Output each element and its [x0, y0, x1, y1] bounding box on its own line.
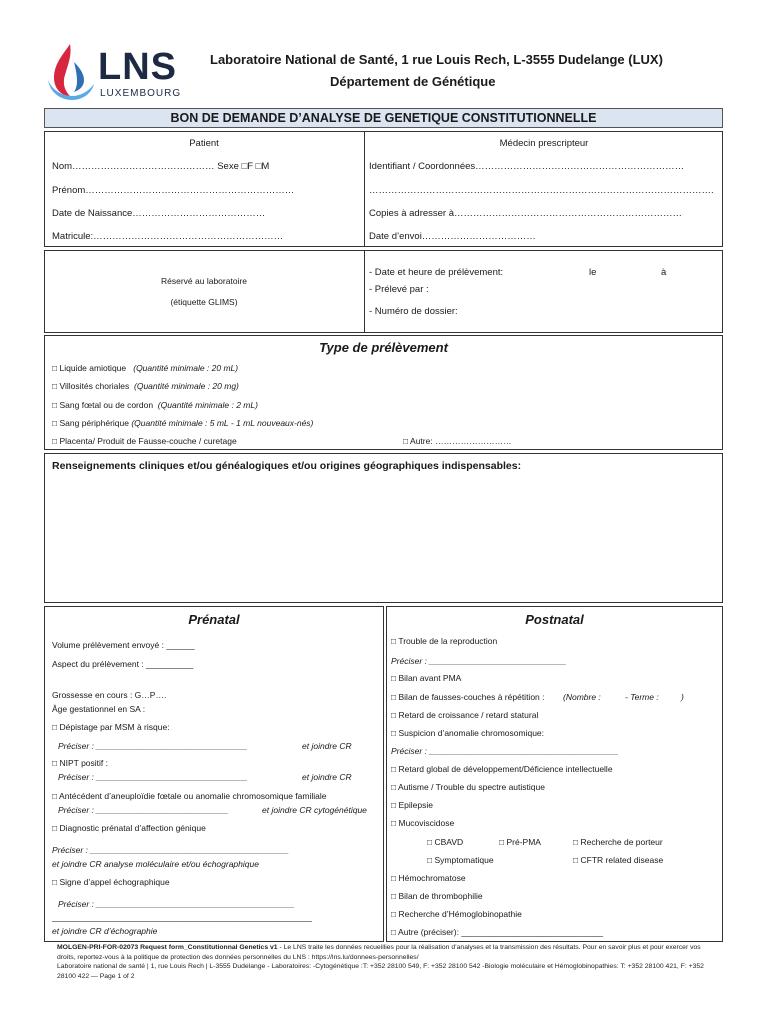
- department-name: Département de Génétique: [330, 74, 496, 89]
- renseignements-heading: Renseignements cliniques et/ou généalogiques et/ou origines géographiques indispensables:: [52, 460, 522, 472]
- signe-checkbox[interactable]: □ Signe d’appel échographique: [52, 877, 170, 887]
- hemochromatose-checkbox[interactable]: □ Hémochromatose: [391, 873, 466, 883]
- medecin-envoi-field[interactable]: Date d’envoi………………………………: [369, 231, 536, 242]
- cbavd-checkbox[interactable]: □ CBAVD: [427, 837, 464, 847]
- aneuploidie-checkbox[interactable]: □ Antécédent d’aneuploïdie fœtale ou anomalie chromosomique familiale: [52, 791, 327, 801]
- suspicion-preciser-field[interactable]: Préciser : ________________________________________: [391, 746, 619, 756]
- footer: [57, 943, 717, 981]
- footer-privacy-text: - Le LNS traite les données recueillies pour la réalisation d’analyses et la transmission des résultats. Pour en savoir plus et pour exercer vos droits, reportez-vous à la politique de protection des données personnelles du LNS : https://lns.lu/donnees-personnelles/: [57, 944, 701, 961]
- footer-form-ref: MOLGEN-PRI-FOR-02073 Request form_Constitutionnal Genetics v1: [57, 944, 278, 951]
- fausses-couches-checkbox[interactable]: □ Bilan de fausses-couches à répétition :: [391, 692, 545, 702]
- postnatal-heading: Postnatal: [525, 612, 584, 627]
- type-item-liquide[interactable]: □ Liquide amiotique (Quantité minimale : 20 mL): [52, 363, 239, 373]
- aneuploidie-preciser-field[interactable]: Préciser : ____________________________: [58, 805, 229, 815]
- form-title: BON DE DEMANDE D’ANALYSE DE GENETIQUE CONSTITUTIONNELLE: [44, 108, 723, 128]
- pre-pma-checkbox[interactable]: □ Pré-PMA: [499, 837, 541, 847]
- age-gestationnel-field[interactable]: Âge gestationnel en SA :: [52, 704, 146, 714]
- patient-nom-field[interactable]: Nom……………………………………… Sexe □F □M: [52, 161, 270, 172]
- patient-prenom-field[interactable]: Prénom…………………………………………………………: [52, 185, 295, 196]
- mucoviscidose-checkbox[interactable]: □ Mucoviscidose: [391, 818, 455, 828]
- medecin-copies-field[interactable]: Copies à adresser à………………………………………………………………: [369, 208, 683, 219]
- type-item-placenta[interactable]: □ Placenta/ Produit de Fausse-couche / curetage: [52, 436, 237, 446]
- type-item-sang-foetal[interactable]: □ Sang fœtal ou de cordon (Quantité minimale : 2 mL): [52, 400, 258, 410]
- aneuploidie-joindre-label: et joindre CR cytogénétique: [262, 805, 367, 815]
- fausses-nombre-field[interactable]: (Nombre :: [563, 692, 601, 702]
- grossesse-field[interactable]: Grossesse en cours : G…P….: [52, 690, 167, 700]
- medecin-dots-field[interactable]: ……………………………………………………………………………………………….: [369, 185, 714, 196]
- nipt-joindre-label: et joindre CR: [302, 772, 352, 782]
- retard-croissance-checkbox[interactable]: □ Retard de croissance / retard statural: [391, 710, 539, 720]
- footer-lab-contact: Laboratoire national de santé | 1, rue Louis Rech | L-3555 Dudelange - Laboratoires: -Cytogénétique :T: +352 28100 549, F: +352 28100 542 -Biologie moléculaire et Hémoglobinopathies: T: +352 28100 421, F: +352 28100 422 — Page 1 of 2: [57, 963, 704, 980]
- bilan-pma-checkbox[interactable]: □ Bilan avant PMA: [391, 673, 462, 683]
- diagnostic-joindre-label: et joindre CR analyse moléculaire et/ou échographique: [52, 859, 259, 869]
- fausses-close-label: ): [681, 692, 684, 702]
- recherche-porteur-checkbox[interactable]: □ Recherche de porteur: [573, 837, 663, 847]
- fausses-terme-field[interactable]: - Terme :: [625, 692, 659, 702]
- type-item-autre[interactable]: □ Autre: ………………………: [403, 436, 512, 446]
- signe-line-field[interactable]: _______________________________________________________: [52, 912, 313, 922]
- lab-address: Laboratoire National de Santé, 1 rue Louis Rech, L-3555 Dudelange (LUX): [210, 52, 663, 67]
- hemoglobinopathie-checkbox[interactable]: □ Recherche d’Hémoglobinopathie: [391, 909, 522, 919]
- patient-matricule-field[interactable]: Matricule:……………………………………………………: [52, 231, 284, 242]
- prelevement-le-label: le: [589, 267, 597, 278]
- trouble-reproduction-checkbox[interactable]: □ Trouble de la reproduction: [391, 636, 498, 646]
- nipt-checkbox[interactable]: □ NIPT positif :: [52, 758, 108, 768]
- logo-wordmark: LNS: [98, 46, 177, 88]
- suspicion-checkbox[interactable]: □ Suspicion d’anomalie chromosomique:: [391, 728, 545, 738]
- glims-label: (étiquette GLIMS): [170, 297, 238, 307]
- msm-checkbox[interactable]: □ Dépistage par MSM à risque:: [52, 722, 170, 732]
- prenatal-heading: Prénatal: [188, 612, 240, 627]
- patient-naissance-field[interactable]: Date de Naissance……………………………………: [52, 208, 266, 219]
- type-item-villosites[interactable]: □ Villosités choriales (Quantité minimale : 20 mg): [52, 381, 239, 391]
- volume-field[interactable]: Volume prélèvement envoyé : ______: [52, 640, 195, 650]
- prelevement-date-field[interactable]: - Date et heure de prélèvement:: [369, 267, 504, 278]
- autre-postnatal-field[interactable]: □ Autre (préciser): ______________________________: [391, 927, 604, 937]
- autisme-checkbox[interactable]: □ Autisme / Trouble du spectre autistique: [391, 782, 545, 792]
- lns-logo-icon: [44, 42, 96, 107]
- msm-preciser-field[interactable]: Préciser : ________________________________: [58, 741, 248, 751]
- medecin-identifiant-field[interactable]: Identifiant / Coordonnées…………………………………………………………: [369, 161, 685, 172]
- signe-preciser-field[interactable]: Préciser : __________________________________________: [58, 899, 295, 909]
- patient-heading: Patient: [189, 138, 219, 149]
- symptomatique-checkbox[interactable]: □ Symptomatique: [427, 855, 494, 865]
- trouble-preciser-field[interactable]: Préciser : _____________________________: [391, 656, 567, 666]
- type-prelevement-heading: Type de prélèvement: [319, 340, 448, 355]
- reserve-label: Réservé au laboratoire: [161, 276, 247, 286]
- retard-global-checkbox[interactable]: □ Retard global de développement/Déficience intellectuelle: [391, 764, 613, 774]
- epilepsie-checkbox[interactable]: □ Epilepsie: [391, 800, 433, 810]
- cftr-checkbox[interactable]: □ CFTR related disease: [573, 855, 664, 865]
- diagnostic-preciser-field[interactable]: Préciser : __________________________________________: [52, 845, 289, 855]
- msm-joindre-label: et joindre CR: [302, 741, 352, 751]
- numero-dossier-field[interactable]: - Numéro de dossier:: [369, 306, 458, 317]
- signe-joindre-label: et joindre CR d’échographie: [52, 926, 158, 936]
- medecin-heading: Médecin prescripteur: [499, 138, 589, 149]
- prelevement-a-label: à: [661, 267, 667, 278]
- type-item-sang-peripherique[interactable]: □ Sang périphérique (Quantité minimale : 5 mL - 1 mL nouveaux-nés): [52, 418, 314, 428]
- diagnostic-checkbox[interactable]: □ Diagnostic prénatal d’affection génique: [52, 823, 206, 833]
- renseignements-box[interactable]: [44, 453, 723, 603]
- preleve-par-field[interactable]: - Prélevé par :: [369, 284, 429, 295]
- nipt-preciser-field[interactable]: Préciser : ________________________________: [58, 772, 248, 782]
- thrombophilie-checkbox[interactable]: □ Bilan de thrombophilie: [391, 891, 483, 901]
- aspect-field[interactable]: Aspect du prélèvement : __________: [52, 659, 194, 669]
- logo-subtitle: LUXEMBOURG: [100, 88, 182, 99]
